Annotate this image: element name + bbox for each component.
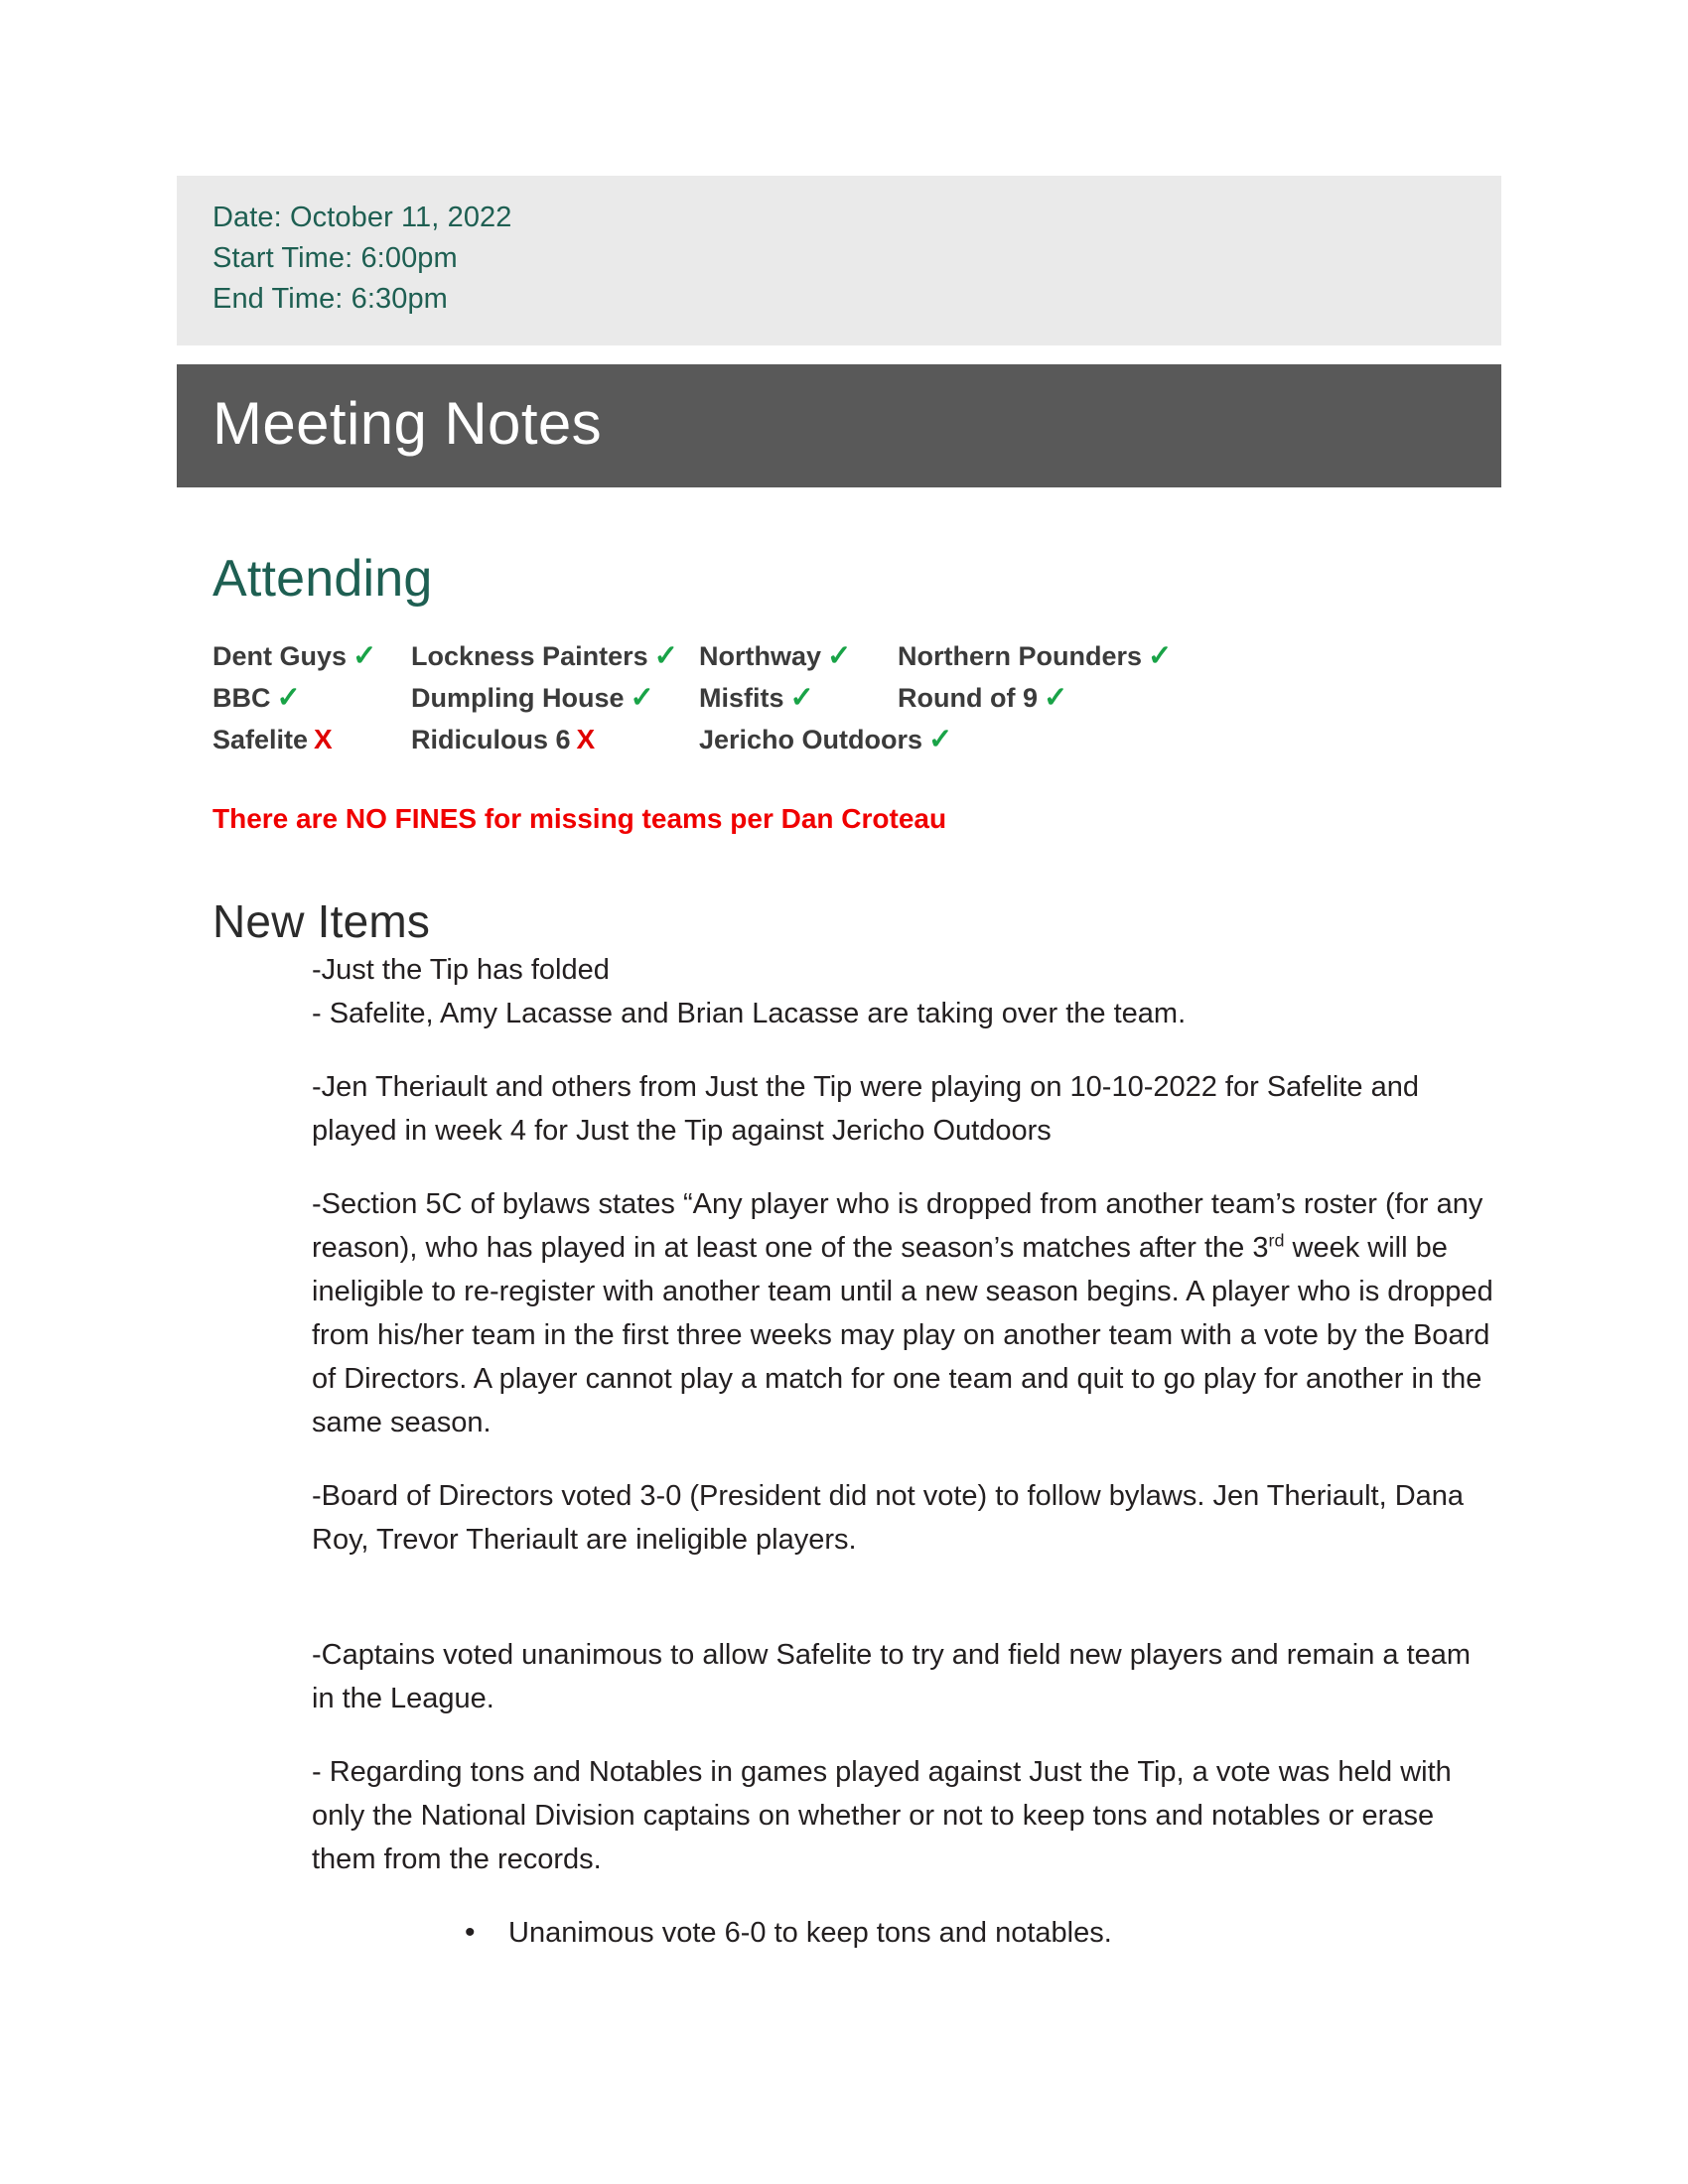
team-name: Round of 9 <box>898 683 1038 713</box>
attendance-check-icon: ✓ <box>1148 640 1173 672</box>
team-entry <box>411 677 699 719</box>
team-name: Dumpling House <box>411 683 625 713</box>
spacer <box>312 1562 1495 1633</box>
note-paragraph-tons-notables: - Regarding tons and Notables in games played against Just the Tip, a vote was held with only the National Division captains on whether or not to keep tons and notables or erase them from the records. <box>312 1756 1452 1875</box>
spacer <box>312 1720 1495 1750</box>
attendance-check-icon: ✓ <box>276 682 301 714</box>
ordinal-suffix: rd <box>1268 1230 1285 1251</box>
spacer <box>312 1153 1495 1182</box>
attendance-check-icon: ✓ <box>1043 682 1068 714</box>
meeting-meta-block <box>177 176 1501 345</box>
team-entry <box>898 677 1225 719</box>
attendance-x-icon: X <box>576 724 596 754</box>
team-name: Northway <box>699 641 822 671</box>
attending-team-grid <box>212 635 1493 760</box>
spacer <box>312 1444 1495 1474</box>
section-5c-text-after: week will be ineligible to re-register with another team until a new season begins. A player who is dropped from his/her team in the first three weeks may play on another team with a vote by the Board of Directors. A player cannot play a match for one team and quit to go play for another in the same season. <box>312 1232 1493 1438</box>
team-name: Ridiculous 6 <box>411 725 571 754</box>
team-name: Northern Pounders <box>898 641 1143 671</box>
attendance-check-icon: ✓ <box>630 682 654 714</box>
note-paragraph-section-5c <box>312 1182 1495 1444</box>
meeting-end-time: End Time: 6:30pm <box>212 283 448 315</box>
list-item <box>465 1911 1495 1955</box>
page-title: Meeting Notes <box>212 390 603 457</box>
attending-row <box>212 635 1493 677</box>
team-entry <box>212 719 411 760</box>
team-entry <box>699 635 898 677</box>
note-paragraph-captains-vote: -Captains voted unanimous to allow Safelite to try and field new players and remain a team in the League. <box>312 1639 1472 1714</box>
team-entry <box>411 635 699 677</box>
section-5c-text-before: -Section 5C of bylaws states “Any player who is dropped from another team’s roster (for any reason), who has played in at least one of the season’s matches after the 3 <box>312 1188 1483 1264</box>
attendance-check-icon: ✓ <box>352 640 377 672</box>
attending-row <box>212 719 1493 760</box>
team-name: Misfits <box>699 683 784 713</box>
team-entry <box>212 635 411 677</box>
note-paragraph-board-vote: -Board of Directors voted 3-0 (President did not vote) to follow bylaws. Jen Theriault, Dana Roy, Trevor Theriault are ineligible players. <box>312 1480 1465 1556</box>
note-paragraph-jen-theriault: -Jen Theriault and others from Just the Tip were playing on 10-10-2022 for Safelite and played in week 4 for Just the Tip against Jericho Outdoors <box>312 1071 1419 1147</box>
attendance-check-icon: ✓ <box>827 640 852 672</box>
new-items-body <box>312 948 1495 1955</box>
attendance-check-icon: ✓ <box>928 724 953 755</box>
team-entry <box>411 719 699 760</box>
team-entry <box>898 635 1225 677</box>
team-name: Dent Guys <box>212 641 348 671</box>
attendance-x-icon: X <box>314 724 333 754</box>
team-name: Safelite <box>212 725 309 754</box>
team-name: Jericho Outdoors <box>699 725 923 754</box>
spacer <box>312 1035 1495 1065</box>
note-paragraph-takeover: - Safelite, Amy Lacasse and Brian Lacasse are taking over the team. <box>312 998 1187 1029</box>
note-paragraph-folded: -Just the Tip has folded <box>312 954 610 986</box>
team-entry <box>699 677 898 719</box>
meeting-date: Date: October 11, 2022 <box>212 202 512 233</box>
attendance-check-icon: ✓ <box>789 682 814 714</box>
bullet-dot-icon: • <box>465 1916 476 1949</box>
no-fines-notice: There are NO FINES for missing teams per Dan Croteau <box>212 803 947 834</box>
bullet-text: Unanimous vote 6-0 to keep tons and notables. <box>508 1917 1112 1949</box>
attending-heading: Attending <box>212 550 433 608</box>
attendance-check-icon: ✓ <box>653 640 678 672</box>
team-entry <box>212 677 411 719</box>
team-name: Lockness Painters <box>411 641 648 671</box>
team-entry <box>699 719 1027 760</box>
new-items-heading: New Items <box>212 895 431 947</box>
attending-row <box>212 677 1493 719</box>
meeting-start-time: Start Time: 6:00pm <box>212 242 458 274</box>
document-title-bar <box>177 364 1501 487</box>
team-name: BBC <box>212 683 271 713</box>
spacer <box>312 1881 1495 1911</box>
